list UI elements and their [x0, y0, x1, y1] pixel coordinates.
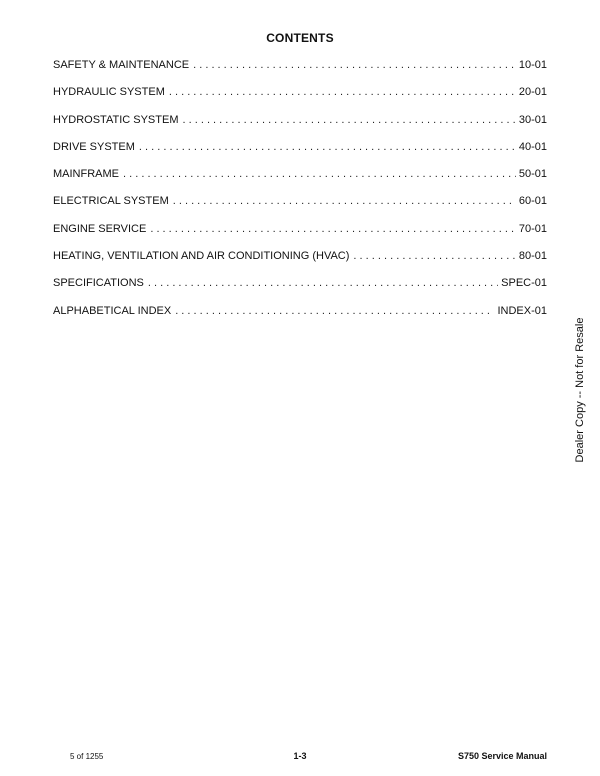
toc-entry-page: 50-01: [518, 168, 547, 181]
toc-dot-leader: [150, 223, 516, 235]
footer-manual-title: S750 Service Manual: [457, 751, 547, 761]
toc-dot-leader: [175, 305, 494, 317]
toc-dot-leader: [193, 59, 516, 71]
footer-page-number: 1-3: [293, 751, 307, 761]
toc-entry-label: HEATING, VENTILATION AND AIR CONDITIONING (HVAC): [53, 250, 350, 263]
toc-dot-leader: [169, 86, 516, 98]
toc-entry-hvac[interactable]: [53, 250, 547, 277]
toc-entry-page: 60-01: [518, 195, 547, 208]
toc-dot-leader: [139, 141, 516, 153]
toc-entry-alphabetical-index[interactable]: [53, 305, 547, 332]
toc-dot-leader: [148, 277, 498, 289]
toc-entry-label: SPECIFICATIONS: [53, 277, 144, 290]
toc-entry-page: 70-01: [518, 222, 547, 235]
dealer-copy-watermark: Dealer Copy -- Not for Resale: [574, 317, 586, 463]
toc-entry-mainframe[interactable]: [53, 168, 547, 195]
page-title: CONTENTS: [266, 31, 334, 45]
toc-entry-label: DRIVE SYSTEM: [53, 140, 135, 153]
toc-entry-label: MAINFRAME: [53, 168, 119, 181]
toc-dot-leader: [123, 168, 516, 180]
toc-entry-page: 40-01: [518, 140, 547, 153]
footer-page-count: 5 of 1255: [70, 752, 104, 761]
toc-entry-page: INDEX-01: [497, 304, 547, 317]
toc-entry-engine-service[interactable]: [53, 223, 547, 250]
toc-entry-page: 10-01: [518, 59, 547, 71]
toc-entry-label: ALPHABETICAL INDEX: [53, 304, 172, 317]
toc-entry-label: HYDROSTATIC SYSTEM: [53, 113, 179, 126]
toc-entry-page: 20-01: [518, 86, 547, 99]
toc-entry-specifications[interactable]: [53, 277, 547, 304]
toc-entry-page: 80-01: [518, 250, 547, 263]
toc-dot-leader: [173, 195, 516, 207]
toc-entry-drive-system[interactable]: [53, 141, 547, 168]
table-of-contents: [53, 59, 547, 332]
toc-entry-label: SAFETY & MAINTENANCE: [53, 59, 190, 71]
toc-entry-label: ELECTRICAL SYSTEM: [53, 195, 169, 208]
toc-entry-hydraulic-system[interactable]: [53, 86, 547, 113]
toc-entry-label: ENGINE SERVICE: [53, 222, 147, 235]
toc-dot-leader: [353, 250, 515, 262]
toc-entry-electrical-system[interactable]: [53, 195, 547, 222]
toc-dot-leader: [183, 114, 516, 126]
toc-entry-page: 30-01: [518, 113, 547, 126]
toc-entry-label: HYDRAULIC SYSTEM: [53, 86, 165, 99]
toc-entry-safety-maintenance[interactable]: [53, 59, 547, 86]
toc-entry-page: SPEC-01: [501, 277, 547, 290]
toc-entry-hydrostatic-system[interactable]: [53, 114, 547, 141]
